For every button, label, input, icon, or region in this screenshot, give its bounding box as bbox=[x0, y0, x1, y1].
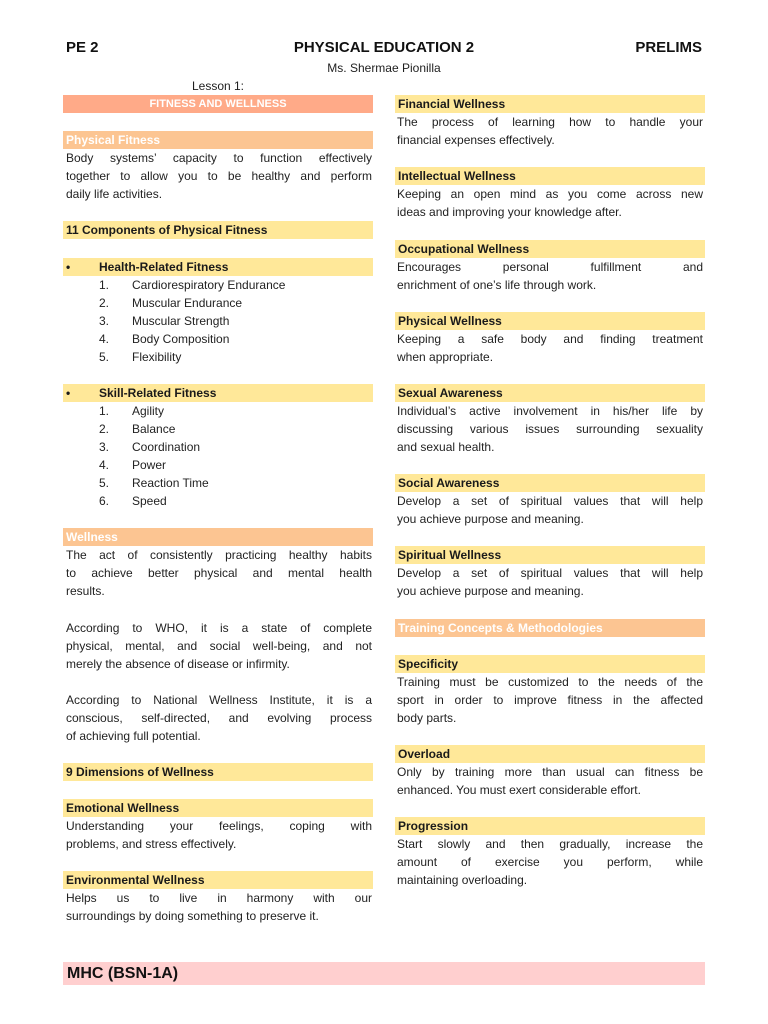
text-line: financial expenses effectively. bbox=[397, 133, 555, 147]
list-text: Speed bbox=[132, 494, 167, 508]
progression-text bbox=[397, 835, 703, 889]
text-line: Keeping an open mind as you come across new bbox=[397, 187, 703, 201]
text-line: Body systems’ capacity to function effectively bbox=[66, 151, 372, 165]
specificity-text bbox=[397, 673, 703, 727]
list-text: Muscular Strength bbox=[132, 314, 230, 328]
list-text: Muscular Endurance bbox=[132, 296, 243, 310]
list-text: Power bbox=[132, 458, 167, 472]
text-line: physical, mental, and social well-being, and not bbox=[66, 639, 372, 653]
text-line: problems, and stress effectively. bbox=[66, 837, 237, 851]
text-line: Understanding your feelings, coping with bbox=[66, 819, 372, 833]
text-line: body parts. bbox=[397, 711, 457, 725]
text-line: Individual’s active involvement in his/her life by bbox=[397, 404, 703, 418]
list-text: Cardiorespiratory Endurance bbox=[132, 278, 286, 292]
text-line: when appropriate. bbox=[397, 350, 494, 364]
list-number: 4. bbox=[99, 458, 110, 472]
list-number: 3. bbox=[99, 314, 110, 328]
text-line: Training must be customized to the needs of the bbox=[397, 675, 703, 689]
training-concepts-heading: Training Concepts & Methodologies bbox=[395, 619, 705, 637]
sexual-awareness-text bbox=[397, 402, 703, 456]
instructor-name: Ms. Shermae Pionilla bbox=[327, 61, 441, 75]
social-awareness-text bbox=[397, 492, 703, 528]
text-line: The act of consistently practicing healthy habits bbox=[66, 548, 372, 562]
list-text: Flexibility bbox=[132, 350, 182, 364]
footer-label: MHC (BSN-1A) bbox=[63, 962, 705, 985]
text-line: discussing various issues surrounding sexuality bbox=[397, 422, 703, 436]
text-line: and sexual health. bbox=[397, 440, 495, 454]
skill-related-heading bbox=[63, 384, 373, 402]
physical-wellness-heading: Physical Wellness bbox=[395, 312, 705, 330]
text-line: According to National Wellness Institute, it is a bbox=[66, 693, 372, 707]
list-text: Agility bbox=[132, 404, 165, 418]
wellness-who-definition bbox=[66, 619, 372, 673]
list-number: 4. bbox=[99, 332, 110, 346]
text-line: results. bbox=[66, 584, 105, 598]
list-text: Coordination bbox=[132, 440, 201, 454]
text-line: Develop a set of spiritual values that will help bbox=[397, 494, 703, 508]
text-line: of achieving full potential. bbox=[66, 729, 201, 743]
sexual-awareness-heading: Sexual Awareness bbox=[395, 384, 705, 402]
lesson-title-bar: FITNESS AND WELLNESS bbox=[63, 95, 373, 113]
document-title: PHYSICAL EDUCATION 2 bbox=[293, 39, 475, 56]
list-number: 1. bbox=[99, 404, 110, 418]
overload-heading: Overload bbox=[395, 745, 705, 763]
list-item bbox=[63, 276, 373, 294]
financial-wellness-heading: Financial Wellness bbox=[395, 95, 705, 113]
social-awareness-heading: Social Awareness bbox=[395, 474, 705, 492]
skill-related-label: Skill-Related Fitness bbox=[99, 386, 217, 400]
list-item bbox=[63, 312, 373, 330]
intellectual-wellness-text bbox=[397, 185, 703, 221]
list-item bbox=[63, 294, 373, 312]
physical-fitness-heading: Physical Fitness bbox=[63, 131, 373, 149]
list-item bbox=[63, 492, 373, 510]
text-line: enrichment of one’s life through work. bbox=[397, 278, 597, 292]
text-line: maintaining overloading. bbox=[397, 873, 528, 887]
text-line: According to WHO, it is a state of complete bbox=[66, 621, 372, 635]
list-number: 5. bbox=[99, 350, 110, 364]
wellness-nwi-definition bbox=[66, 691, 372, 745]
components-heading: 11 Components of Physical Fitness bbox=[63, 221, 373, 239]
text-line: merely the absence of disease or infirmity. bbox=[66, 657, 290, 671]
occupational-wellness-heading: Occupational Wellness bbox=[395, 240, 705, 258]
text-line: Start slowly and then gradually, increase the bbox=[397, 837, 703, 851]
bullet-icon bbox=[66, 384, 70, 402]
list-number: 2. bbox=[99, 296, 110, 310]
list-text: Reaction Time bbox=[132, 476, 209, 490]
term-label: PRELIMS bbox=[635, 39, 702, 56]
list-item bbox=[63, 420, 373, 438]
list-item bbox=[63, 474, 373, 492]
environmental-wellness-text bbox=[66, 889, 372, 925]
text-line: surroundings by doing something to preserve it. bbox=[66, 909, 319, 923]
occupational-wellness-text bbox=[397, 258, 703, 294]
list-number: 3. bbox=[99, 440, 110, 454]
list-item bbox=[63, 330, 373, 348]
list-text: Body Composition bbox=[132, 332, 230, 346]
text-line: you achieve purpose and meaning. bbox=[397, 584, 584, 598]
bullet-icon bbox=[66, 258, 70, 276]
text-line: The process of learning how to handle your bbox=[397, 115, 703, 129]
progression-heading: Progression bbox=[395, 817, 705, 835]
text-line: to achieve better physical and mental health bbox=[66, 566, 372, 580]
text-line: amount of exercise you perform, while bbox=[397, 855, 703, 869]
list-number: 1. bbox=[99, 278, 110, 292]
wellness-definition bbox=[66, 546, 372, 600]
list-item bbox=[63, 402, 373, 420]
text-line: you achieve purpose and meaning. bbox=[397, 512, 584, 526]
health-related-label: Health-Related Fitness bbox=[99, 260, 229, 274]
dimensions-heading: 9 Dimensions of Wellness bbox=[63, 763, 373, 781]
list-number: 2. bbox=[99, 422, 110, 436]
text-line: sport in order to improve fitness in the affected bbox=[397, 693, 703, 707]
emotional-wellness-text bbox=[66, 817, 372, 853]
text-line: together to allow you to be healthy and perform bbox=[66, 169, 372, 183]
text-line: ideas and improving your knowledge after. bbox=[397, 205, 622, 219]
course-code: PE 2 bbox=[66, 39, 99, 56]
list-text: Balance bbox=[132, 422, 176, 436]
list-item bbox=[63, 348, 373, 366]
text-line: conscious, self-directed, and evolving process bbox=[66, 711, 372, 725]
list-item bbox=[63, 456, 373, 474]
physical-fitness-definition bbox=[66, 149, 372, 203]
text-line: Only by training more than usual can fitness be bbox=[397, 765, 703, 779]
specificity-heading: Specificity bbox=[395, 655, 705, 673]
text-line: enhanced. You must exert considerable effort. bbox=[397, 783, 641, 797]
text-line: Keeping a safe body and finding treatment bbox=[397, 332, 703, 346]
intellectual-wellness-heading: Intellectual Wellness bbox=[395, 167, 705, 185]
spiritual-wellness-text bbox=[397, 564, 703, 600]
lesson-label: Lesson 1: bbox=[191, 79, 245, 93]
physical-wellness-text bbox=[397, 330, 703, 366]
emotional-wellness-heading: Emotional Wellness bbox=[63, 799, 373, 817]
environmental-wellness-heading: Environmental Wellness bbox=[63, 871, 373, 889]
list-number: 6. bbox=[99, 494, 110, 508]
health-related-heading bbox=[63, 258, 373, 276]
list-item bbox=[63, 438, 373, 456]
overload-text bbox=[397, 763, 703, 799]
text-line: daily life activities. bbox=[66, 187, 163, 201]
list-number: 5. bbox=[99, 476, 110, 490]
wellness-heading: Wellness bbox=[63, 528, 373, 546]
text-line: Develop a set of spiritual values that will help bbox=[397, 566, 703, 580]
text-line: Encourages personal fulfillment and bbox=[397, 260, 703, 274]
text-line: Helps us to live in harmony with our bbox=[66, 891, 372, 905]
financial-wellness-text bbox=[397, 113, 703, 149]
spiritual-wellness-heading: Spiritual Wellness bbox=[395, 546, 705, 564]
